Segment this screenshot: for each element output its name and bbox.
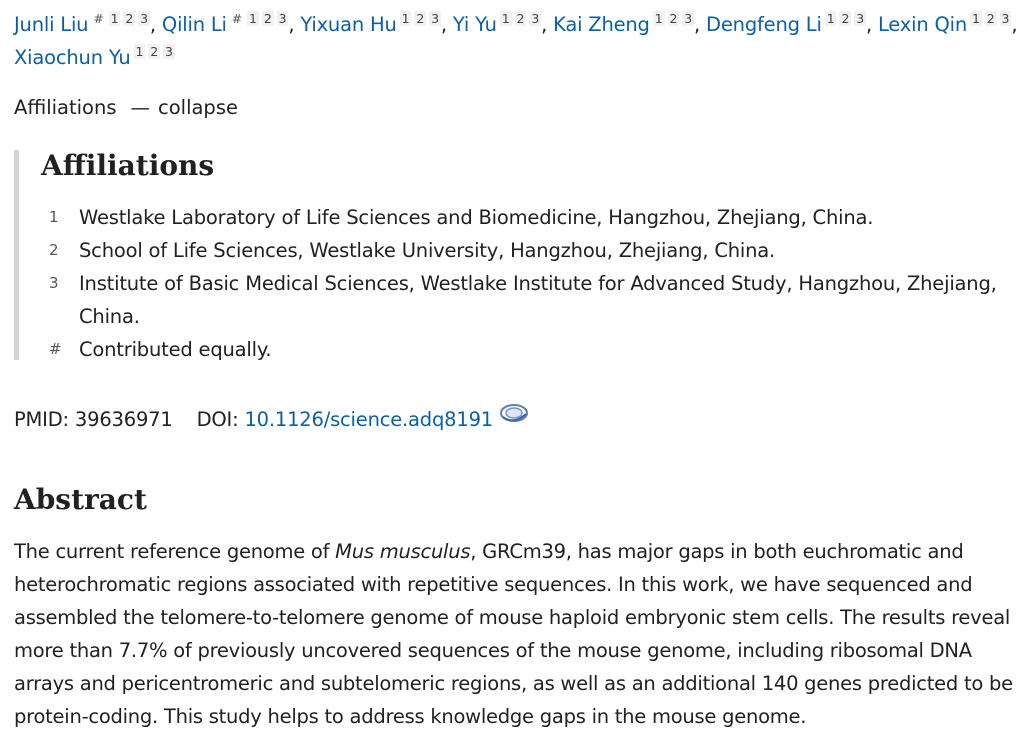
author-name-link[interactable]: Dengfeng Li bbox=[706, 13, 822, 36]
author-name-link[interactable]: Xiaochun Yu bbox=[14, 46, 131, 69]
affiliation-ref[interactable]: 2 bbox=[150, 44, 159, 59]
affiliation-ref[interactable]: 2 bbox=[125, 11, 134, 26]
author-separator: , bbox=[694, 13, 707, 36]
author bbox=[14, 46, 175, 69]
author bbox=[14, 13, 150, 36]
affiliation-ref[interactable]: 1 bbox=[110, 11, 119, 26]
affiliation-key: 3 bbox=[49, 274, 59, 292]
affiliation-item bbox=[49, 333, 1009, 366]
affiliation-item bbox=[49, 234, 1009, 267]
affiliation-ref[interactable]: 2 bbox=[516, 11, 525, 26]
affiliation-text: Institute of Basic Medical Sciences, Westlake Institute for Advanced Study, Hangzhou, Zhejiang, China. bbox=[79, 272, 997, 328]
affiliation-ref[interactable]: 3 bbox=[856, 11, 864, 26]
affiliation-text: Westlake Laboratory of Life Sciences and Biomedicine, Hangzhou, Zhejiang, China. bbox=[79, 206, 874, 229]
affiliation-ref[interactable]: 2 bbox=[986, 11, 995, 26]
affiliation-ref[interactable]: 3 bbox=[278, 11, 287, 26]
affiliation-ref[interactable]: 1 bbox=[826, 11, 835, 26]
affiliation-ref[interactable]: 3 bbox=[165, 44, 173, 59]
affiliation-ref[interactable]: 3 bbox=[431, 11, 439, 26]
affiliation-ref[interactable]: 3 bbox=[140, 11, 148, 26]
equal-contribution-mark: # bbox=[231, 11, 243, 26]
affiliation-key: 2 bbox=[49, 241, 59, 259]
affiliation-ref[interactable]: 3 bbox=[684, 11, 693, 26]
affiliation-ref[interactable]: 3 bbox=[531, 11, 540, 26]
affiliation-ref[interactable]: 2 bbox=[263, 11, 272, 26]
affiliation-ref[interactable]: 1 bbox=[249, 11, 257, 26]
affiliations-toggle bbox=[14, 94, 238, 122]
author-name-link[interactable]: Lexin Qin bbox=[877, 13, 968, 36]
abstract-heading: Abstract bbox=[14, 483, 147, 516]
article-identifiers bbox=[14, 404, 529, 437]
affiliation-ref[interactable]: 1 bbox=[654, 11, 663, 26]
author-name-link[interactable]: Junli Liu bbox=[14, 13, 89, 36]
affiliation-ref[interactable]: 2 bbox=[841, 11, 850, 26]
affiliation-ref[interactable]: 1 bbox=[135, 44, 144, 59]
affiliations-toggle-label: Affiliations bbox=[14, 96, 117, 119]
doi-label: DOI: bbox=[196, 408, 239, 431]
author bbox=[706, 13, 866, 36]
affiliations-heading: Affiliations bbox=[41, 149, 215, 182]
author-separator: , bbox=[149, 13, 162, 36]
affiliation-ref[interactable]: 1 bbox=[972, 11, 980, 26]
abstract-text-start: The current reference genome of bbox=[14, 540, 336, 563]
affiliation-key: # bbox=[49, 340, 62, 358]
toggle-dash: — bbox=[130, 96, 150, 119]
abstract-text-rest: , GRCm39, has major gaps in both euchromatic and heterochromatic regions associated with repetitive sequences. In this work, we have sequenced and assembled the telomere-to-telomere genome of mouse haploid embryonic stem cells. The results reveal more than 7.7% of previously uncovered sequences of the mouse genome, including ribosomal DNA arrays and pericentromeric and subtelomeric regions, as well as an additional 140 genes predicted to be protein-coding. This study helps to address knowledge gaps in the mouse genome. bbox=[14, 540, 1013, 728]
author-name-link[interactable]: Kai Zheng bbox=[553, 13, 650, 36]
external-link-icon[interactable] bbox=[499, 401, 529, 433]
author-separator: , bbox=[288, 13, 301, 36]
affiliation-ref[interactable]: 3 bbox=[1001, 11, 1010, 26]
author bbox=[878, 13, 1011, 36]
author-separator: , bbox=[440, 13, 453, 36]
author-separator: , bbox=[1011, 13, 1018, 36]
author bbox=[162, 13, 288, 36]
affiliations-list bbox=[49, 201, 1009, 366]
pmid-label: PMID: bbox=[14, 408, 69, 431]
authors-list bbox=[14, 8, 1019, 74]
author bbox=[453, 13, 541, 36]
affiliation-text: School of Life Sciences, Westlake University, Hangzhou, Zhejiang, China. bbox=[79, 239, 776, 262]
doi-link[interactable]: 10.1126/science.adq8191 bbox=[244, 408, 493, 431]
affiliation-ref[interactable]: 1 bbox=[401, 11, 410, 26]
author-name-link[interactable]: Yixuan Hu bbox=[300, 13, 397, 36]
affiliation-ref[interactable]: 1 bbox=[501, 11, 510, 26]
affiliation-ref[interactable]: 2 bbox=[669, 11, 678, 26]
abstract-text bbox=[14, 535, 1019, 733]
author-separator: , bbox=[865, 13, 878, 36]
equal-contribution-mark: # bbox=[93, 11, 104, 26]
affiliation-ref[interactable]: 2 bbox=[416, 11, 425, 26]
pmid-value: 39636971 bbox=[74, 408, 173, 431]
affiliations-panel bbox=[14, 150, 1009, 360]
affiliation-key: 1 bbox=[49, 208, 59, 226]
author bbox=[553, 13, 694, 36]
collapse-link[interactable]: collapse bbox=[158, 96, 238, 119]
author bbox=[300, 13, 441, 36]
affiliation-item bbox=[49, 267, 1009, 333]
species-name: Mus musculus bbox=[335, 540, 471, 563]
affiliation-item bbox=[49, 201, 1009, 234]
author-name-link[interactable]: Yi Yu bbox=[452, 13, 497, 36]
author-separator: , bbox=[541, 13, 554, 36]
author-name-link[interactable]: Qilin Li bbox=[161, 13, 227, 36]
affiliation-text: Contributed equally. bbox=[79, 338, 272, 361]
